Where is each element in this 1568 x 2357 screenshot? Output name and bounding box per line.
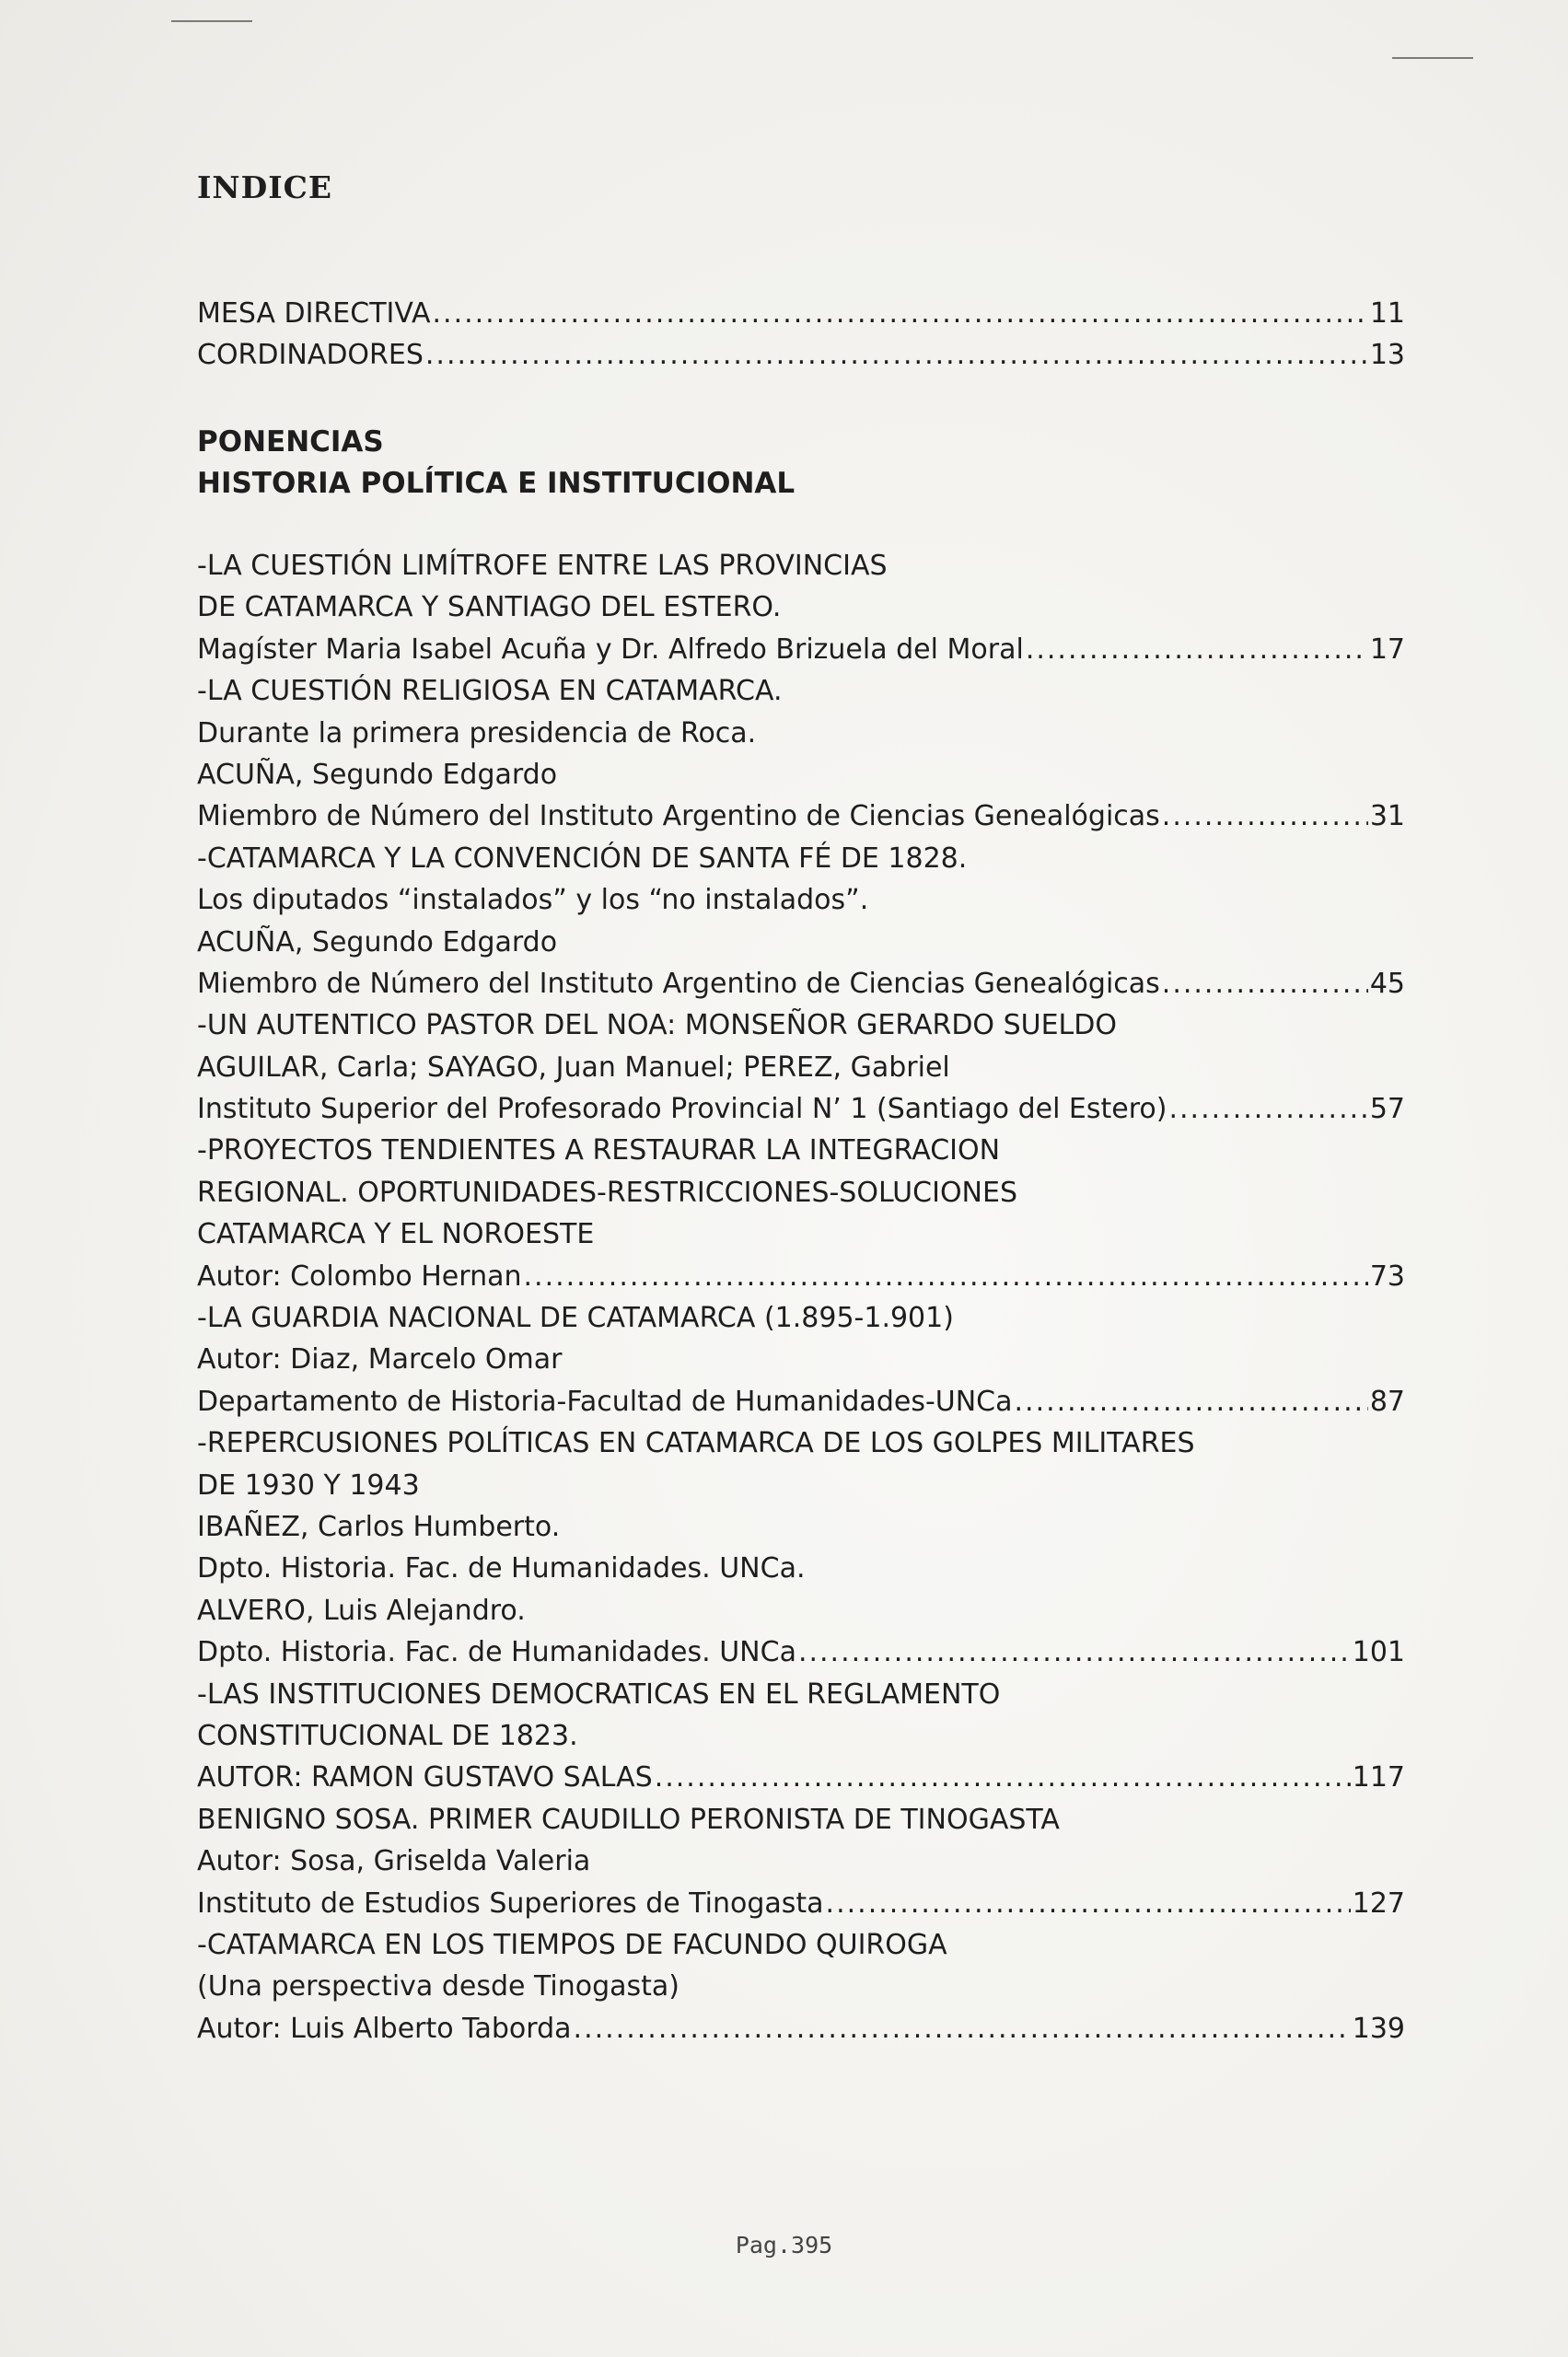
entry-text: -PROYECTOS TENDIENTES A RESTAURAR LA INTEGRACION: [197, 1134, 1001, 1167]
toc-entry: [197, 1088, 1405, 1130]
page-ref: 57: [1369, 1093, 1405, 1126]
entry-text: DE CATAMARCA Y SANTIAGO DEL ESTERO.: [197, 591, 782, 624]
entry-text: DE 1930 Y 1943: [197, 1469, 420, 1502]
entry-text: Autor: Diaz, Marcelo Omar: [197, 1343, 563, 1376]
entry-text: Autor: Sosa, Griselda Valeria: [197, 1845, 591, 1878]
toc-entry: [197, 1883, 1405, 1924]
entry-text: -LA GUARDIA NACIONAL DE CATAMARCA (1.895-1.901): [197, 1302, 954, 1335]
entry-text: Instituto de Estudios Superiores de Tinogasta: [197, 1887, 824, 1920]
entry-text: ACUÑA, Segundo Edgardo: [197, 758, 558, 791]
toc-entry: [197, 2008, 1405, 2049]
toc-entry-line: [197, 1004, 1405, 1046]
entry-text: MESA DIRECTIVA: [197, 297, 431, 330]
toc-entry: [197, 1757, 1405, 1798]
page-ref: 17: [1369, 633, 1405, 666]
dot-leader: [1162, 795, 1368, 837]
section-subtitle: HISTORIA POLÍTICA E INSTITUCIONAL: [197, 467, 796, 500]
page-ref: 139: [1352, 2012, 1405, 2045]
toc-entry-line: [197, 713, 1405, 754]
entry-text: CORDINADORES: [197, 339, 424, 372]
toc-entry-line: [197, 670, 1405, 712]
entry-text: (Una perspectiva desde Tinogasta): [197, 1970, 680, 2003]
page-ref: 31: [1369, 800, 1405, 833]
toc-entry: [197, 795, 1405, 837]
toc-entry-line: [197, 545, 1405, 586]
entry-text: Los diputados “instalados” y los “no instalados”.: [197, 884, 869, 917]
toc-entry-line: [197, 586, 1405, 628]
entry-text: AUTOR: RAMON GUSTAVO SALAS: [197, 1761, 653, 1794]
toc-entry-line: [197, 1047, 1405, 1088]
toc-entries: [197, 545, 1405, 2049]
entry-text: Durante la primera presidencia de Roca.: [197, 716, 757, 749]
entry-text: Miembro de Número del Instituto Argentino de Ciencias Genealógicas: [197, 967, 1160, 1000]
page-ref: 13: [1369, 339, 1405, 372]
page-ref: 117: [1352, 1761, 1405, 1794]
entry-text: Autor: Luis Alberto Taborda: [197, 2012, 572, 2045]
entry-text: -UN AUTENTICO PASTOR DEL NOA: MONSEÑOR GERARDO SUELDO: [197, 1009, 1117, 1042]
entry-text: Dpto. Historia. Fac. de Humanidades. UNCa.: [197, 1552, 806, 1585]
toc-entry-line: [197, 1674, 1405, 1715]
dot-leader: [1162, 963, 1368, 1004]
entry-text: Dpto. Historia. Fac. de Humanidades. UNCa: [197, 1636, 796, 1669]
page-ref: 87: [1369, 1385, 1405, 1418]
toc-entry-line: [197, 879, 1405, 921]
toc-entry-line: [197, 838, 1405, 879]
entry-text: -REPERCUSIONES POLÍTICAS EN CATAMARCA DE LOS GOLPES MILITARES: [197, 1427, 1195, 1460]
scan-mark-left: [171, 20, 252, 22]
toc-entry-line: [197, 1506, 1405, 1548]
entry-text: AGUILAR, Carla; SAYAGO, Juan Manuel; PEREZ, Gabriel: [197, 1051, 950, 1084]
dot-leader: [1168, 1088, 1367, 1130]
toc-entry-line: [197, 1422, 1405, 1464]
toc-entry-line: [197, 1799, 1405, 1840]
index-title: INDICE: [197, 169, 333, 205]
toc-entry-line: [197, 754, 1405, 795]
toc-entry: [197, 334, 1405, 376]
toc-entry: [197, 963, 1405, 1004]
toc-entry-line: [197, 1548, 1405, 1589]
entry-text: BENIGNO SOSA. PRIMER CAUDILLO PERONISTA DE TINOGASTA: [197, 1803, 1060, 1836]
page-ref: 127: [1352, 1887, 1405, 1920]
entry-text: -LA CUESTIÓN RELIGIOSA EN CATAMARCA.: [197, 675, 783, 708]
dot-leader: [433, 293, 1368, 334]
entry-text: Instituto Superior del Profesorado Provincial N’ 1 (Santiago del Estero): [197, 1093, 1167, 1126]
toc-entry-line: [197, 1213, 1405, 1255]
dot-leader: [524, 1256, 1368, 1297]
entry-text: -CATAMARCA EN LOS TIEMPOS DE FACUNDO QUIROGA: [197, 1928, 947, 1961]
entry-text: IBAÑEZ, Carlos Humberto.: [197, 1510, 561, 1543]
dot-leader: [826, 1883, 1351, 1924]
page-ref: 11: [1369, 297, 1405, 330]
entry-text: Departamento de Historia-Facultad de Humanidades-UNCa: [197, 1385, 1013, 1418]
scan-mark-right: [1392, 57, 1473, 59]
toc-entry-line: [197, 1966, 1405, 2007]
entry-text: ALVERO, Luis Alejandro.: [197, 1594, 526, 1627]
dot-leader: [798, 1631, 1351, 1673]
entry-text: Miembro de Número del Instituto Argentino de Ciencias Genealógicas: [197, 800, 1160, 833]
entry-text: CATAMARCA Y EL NOROESTE: [197, 1218, 595, 1251]
entry-text: -CATAMARCA Y LA CONVENCIÓN DE SANTA FÉ DE 1828.: [197, 842, 968, 875]
toc-entry-line: [197, 1715, 1405, 1757]
page-number: Pag.395: [735, 2232, 833, 2258]
toc-entry-line: [197, 1172, 1405, 1213]
dot-leader: [425, 334, 1368, 376]
entry-text: -LAS INSTITUCIONES DEMOCRATICAS EN EL REGLAMENTO: [197, 1678, 1001, 1711]
section-label: PONENCIAS: [197, 425, 384, 459]
toc-entry-line: [197, 1130, 1405, 1171]
toc-entry: [197, 629, 1405, 670]
page-ref: 101: [1352, 1636, 1405, 1669]
toc-entry-line: [197, 1297, 1405, 1339]
entry-text: Autor: Colombo Hernan: [197, 1260, 522, 1293]
entry-text: REGIONAL. OPORTUNIDADES-RESTRICCIONES-SOLUCIONES: [197, 1176, 1017, 1209]
page-ref: 73: [1369, 1260, 1405, 1293]
dot-leader: [1026, 629, 1368, 670]
toc-entry-line: [197, 1465, 1405, 1506]
entry-text: CONSTITUCIONAL DE 1823.: [197, 1719, 578, 1752]
entry-text: ACUÑA, Segundo Edgardo: [197, 925, 558, 958]
toc-entry-line: [197, 1840, 1405, 1882]
dot-leader: [1015, 1381, 1368, 1422]
toc-entry-line: [197, 1924, 1405, 1966]
toc-entry: [197, 1631, 1405, 1673]
toc-entry-line: [197, 1339, 1405, 1380]
intro-entries: [197, 293, 1405, 377]
entry-text: Magíster Maria Isabel Acuña y Dr. Alfredo Brizuela del Moral: [197, 633, 1024, 666]
dot-leader: [655, 1757, 1351, 1798]
page-ref: 45: [1369, 967, 1405, 1000]
entry-text: -LA CUESTIÓN LIMÍTROFE ENTRE LAS PROVINCIAS: [197, 550, 888, 582]
toc-entry: [197, 293, 1405, 334]
toc-entry: [197, 1381, 1405, 1422]
toc-entry: [197, 1256, 1405, 1297]
dot-leader: [574, 2008, 1351, 2049]
toc-entry-line: [197, 1590, 1405, 1631]
toc-entry-line: [197, 922, 1405, 963]
